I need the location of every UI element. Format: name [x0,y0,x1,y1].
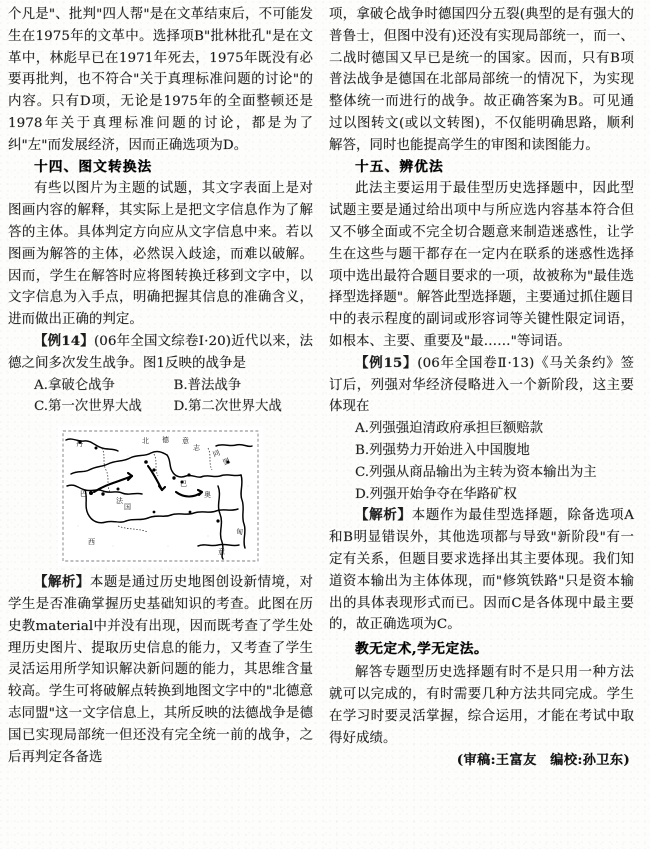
two-column-layout [8,4,642,849]
svg-text:西: 西 [88,538,95,547]
svg-text:意: 意 [218,548,225,557]
choice-A-text: 拿破仑战争 [47,377,115,393]
choice-C-text: 第一次世界大战 [48,399,142,415]
example-15-block [329,353,634,418]
analysis-14-text: 本题是通过历史地图创设新情境，对学生是否准确掌握历史基础知识的考查。此图在历史教material中并没有出现，因而既考查了学生处理历史图片、提取历史信息的能力，又考查了学生灵活运用所学知识解决新问题的能力，其思维含量较高。学生可将破解点转换到地图文字中的"北德意志同盟"这一文字信息上，其所反映的法德战争是德国已实现局部统一但还没有完全统一前的战争，之后再判定各备选 [8,575,313,765]
choice-A-label: A. [34,377,48,393]
example-15-tag: 【例15】 [355,354,418,371]
choice-D [174,396,314,418]
svg-text:法: 法 [116,497,123,506]
svg-text:丹: 丹 [76,440,83,449]
choice-B-label: B. [173,377,188,393]
section-heading-15: 十五、辨优法 [355,158,444,175]
right-analysis-continued: 项，拿破仑战争时德国四分五裂(典型的是有强大的普鲁士，但图中没有)还没有实现局部统一，而一、二战时德国又早已是统一的国家。因而，只有B项普法战争是德国在北部局部统一的情况下，为实现整体统一而进行的战争。故正确答案为B。可见通过以图转文(或以文转图)，不仅能明确思路，顺利解答，同时也能提高学生的审图和读图能力。 [329,7,634,153]
choice-D-label: D. [173,399,189,415]
choice-D-text: 第二次世界大战 [188,399,282,415]
example-15-choices [329,418,634,505]
svg-text:匈: 匈 [236,528,243,537]
svg-text:奥: 奥 [204,491,211,500]
choice-row [8,396,313,418]
map-drawing [58,426,263,566]
figure-container [8,426,313,566]
svg-text:志: 志 [193,444,200,453]
svg-text:北: 北 [142,437,149,446]
choice-D-label: D. [355,486,370,502]
analysis-15-block [329,505,634,636]
method-paragraph-14: 有些以图片为主题的试题，其文字表面上是对图画内容的解释，其实际上是把文字信息作为了解答的主体。具体判定方向应从文字信息中来。若以图画为解答的主体，必然误入歧途，而难以破解。因而，学生在解答时应将图转换迁移到文字中，以文字信息为入手点，明确把握其信息的准确含义，进而做出正确的判定。 [8,181,313,328]
svg-text:盟: 盟 [221,456,232,467]
choice-C [34,396,174,418]
example-14-choices [8,375,313,419]
choice-B-text: 普法战争 [187,377,242,393]
credit-line: (审稿:王富友 编校:孙卫东) [456,753,630,769]
svg-text:国: 国 [124,503,131,512]
method-paragraph-15: 此法主要运用于最佳型历史选择题中，因此型试题主要是通过给出项中与所应选内容基本符合但又不够全面或不完全切合题意来制造迷惑性，让学生在这些与题干都存在一定内在联系的迷惑性选择项中选出最符合题目要求的一项，故被称为"最佳选择型选择题"。解答此型选择题，主要通过抓住题目中的表示程度的副词或形容词等关键性限定词语，如根本、主要、重要及"最……"等词语。 [329,181,634,349]
choice-D [329,484,634,506]
choice-C-text: 列强从商品输出为主转为资本输出为主 [369,464,597,480]
choice-C-label: C. [355,464,370,480]
choice-B [174,375,314,397]
choice-A-text: 列强强迫清政府承担巨额赔款 [368,421,544,437]
left-column [8,4,313,849]
choice-D-text: 列强开始争夺在华路矿权 [369,486,517,502]
example-14-stem: 近代以来，法德之间多次发生战争。图1反映的战争是 [8,333,313,371]
historical-map-figure [58,426,263,566]
svg-text:巴: 巴 [180,480,187,489]
example-15-source: (06年全国卷Ⅱ·13) [417,355,535,371]
svg-text:巴: 巴 [80,490,87,499]
maxim-line: 教无定术,学无定法。 [355,641,489,658]
svg-text:同: 同 [211,448,222,459]
choice-B-text: 列强势力开始进入中国腹地 [369,442,530,458]
analysis-15-text: 本题作为最佳型选择题，除备选项A和B明显错误外，其他选项都与导致"新阶段"有一定有关系，但题目要求选择出其主要体现。我们知道资本输出为主体体现，而"修筑铁路"只是资本输出的具体表现形式而已。因而C是各体现中最主要的，故正确选项为C。 [329,508,634,633]
choice-A-label: A. [355,421,369,437]
example-14-tag: 【例14】 [34,332,94,349]
choice-row [8,375,313,397]
right-column [329,4,634,849]
svg-text:意: 意 [182,437,189,446]
analysis-14-tag: 【解析】 [34,574,90,591]
svg-text:德: 德 [162,436,169,445]
choice-B [329,440,634,462]
left-continued-paragraph: 个凡是"、批判"四人帮"是在文革结束后，不可能发生在1975年的文革中。选择项B"批林批孔"是在文革中，林彪早已在1971年死去，1975年既没有必要再批判，也不符合"关于真理标准问题的讨论"的内容。只有D项，无论是1975年的全面整顿还是1978年关于真理标准问题的讨论，都是为了纠"左"而发展经济，因而正确选项为D。 [8,7,313,153]
closing-paragraph: 解答专题型历史选择题有时不是只用一种方法就可以完成的，有时需要几种方法共同完成。学生在学习时要灵活掌握，综合运用，才能在考试中取得好成绩。 [329,665,634,746]
choice-A [329,418,634,440]
analysis-15-tag: 【解析】 [355,507,412,524]
choice-B-label: B. [355,442,370,458]
choice-A [34,375,174,397]
choice-C-label: C. [34,399,49,415]
example-15-stem: 《马关条约》签订后，列强对华经济侵略进入一个新阶段，这主要体现在 [329,355,634,415]
choice-C [329,462,634,484]
example-14-source: (06年全国文综卷Ⅰ·20) [93,333,232,349]
section-heading-14: 十四、图文转换法 [34,158,153,175]
example-14-block [8,331,313,375]
analysis-14-block [8,572,313,768]
